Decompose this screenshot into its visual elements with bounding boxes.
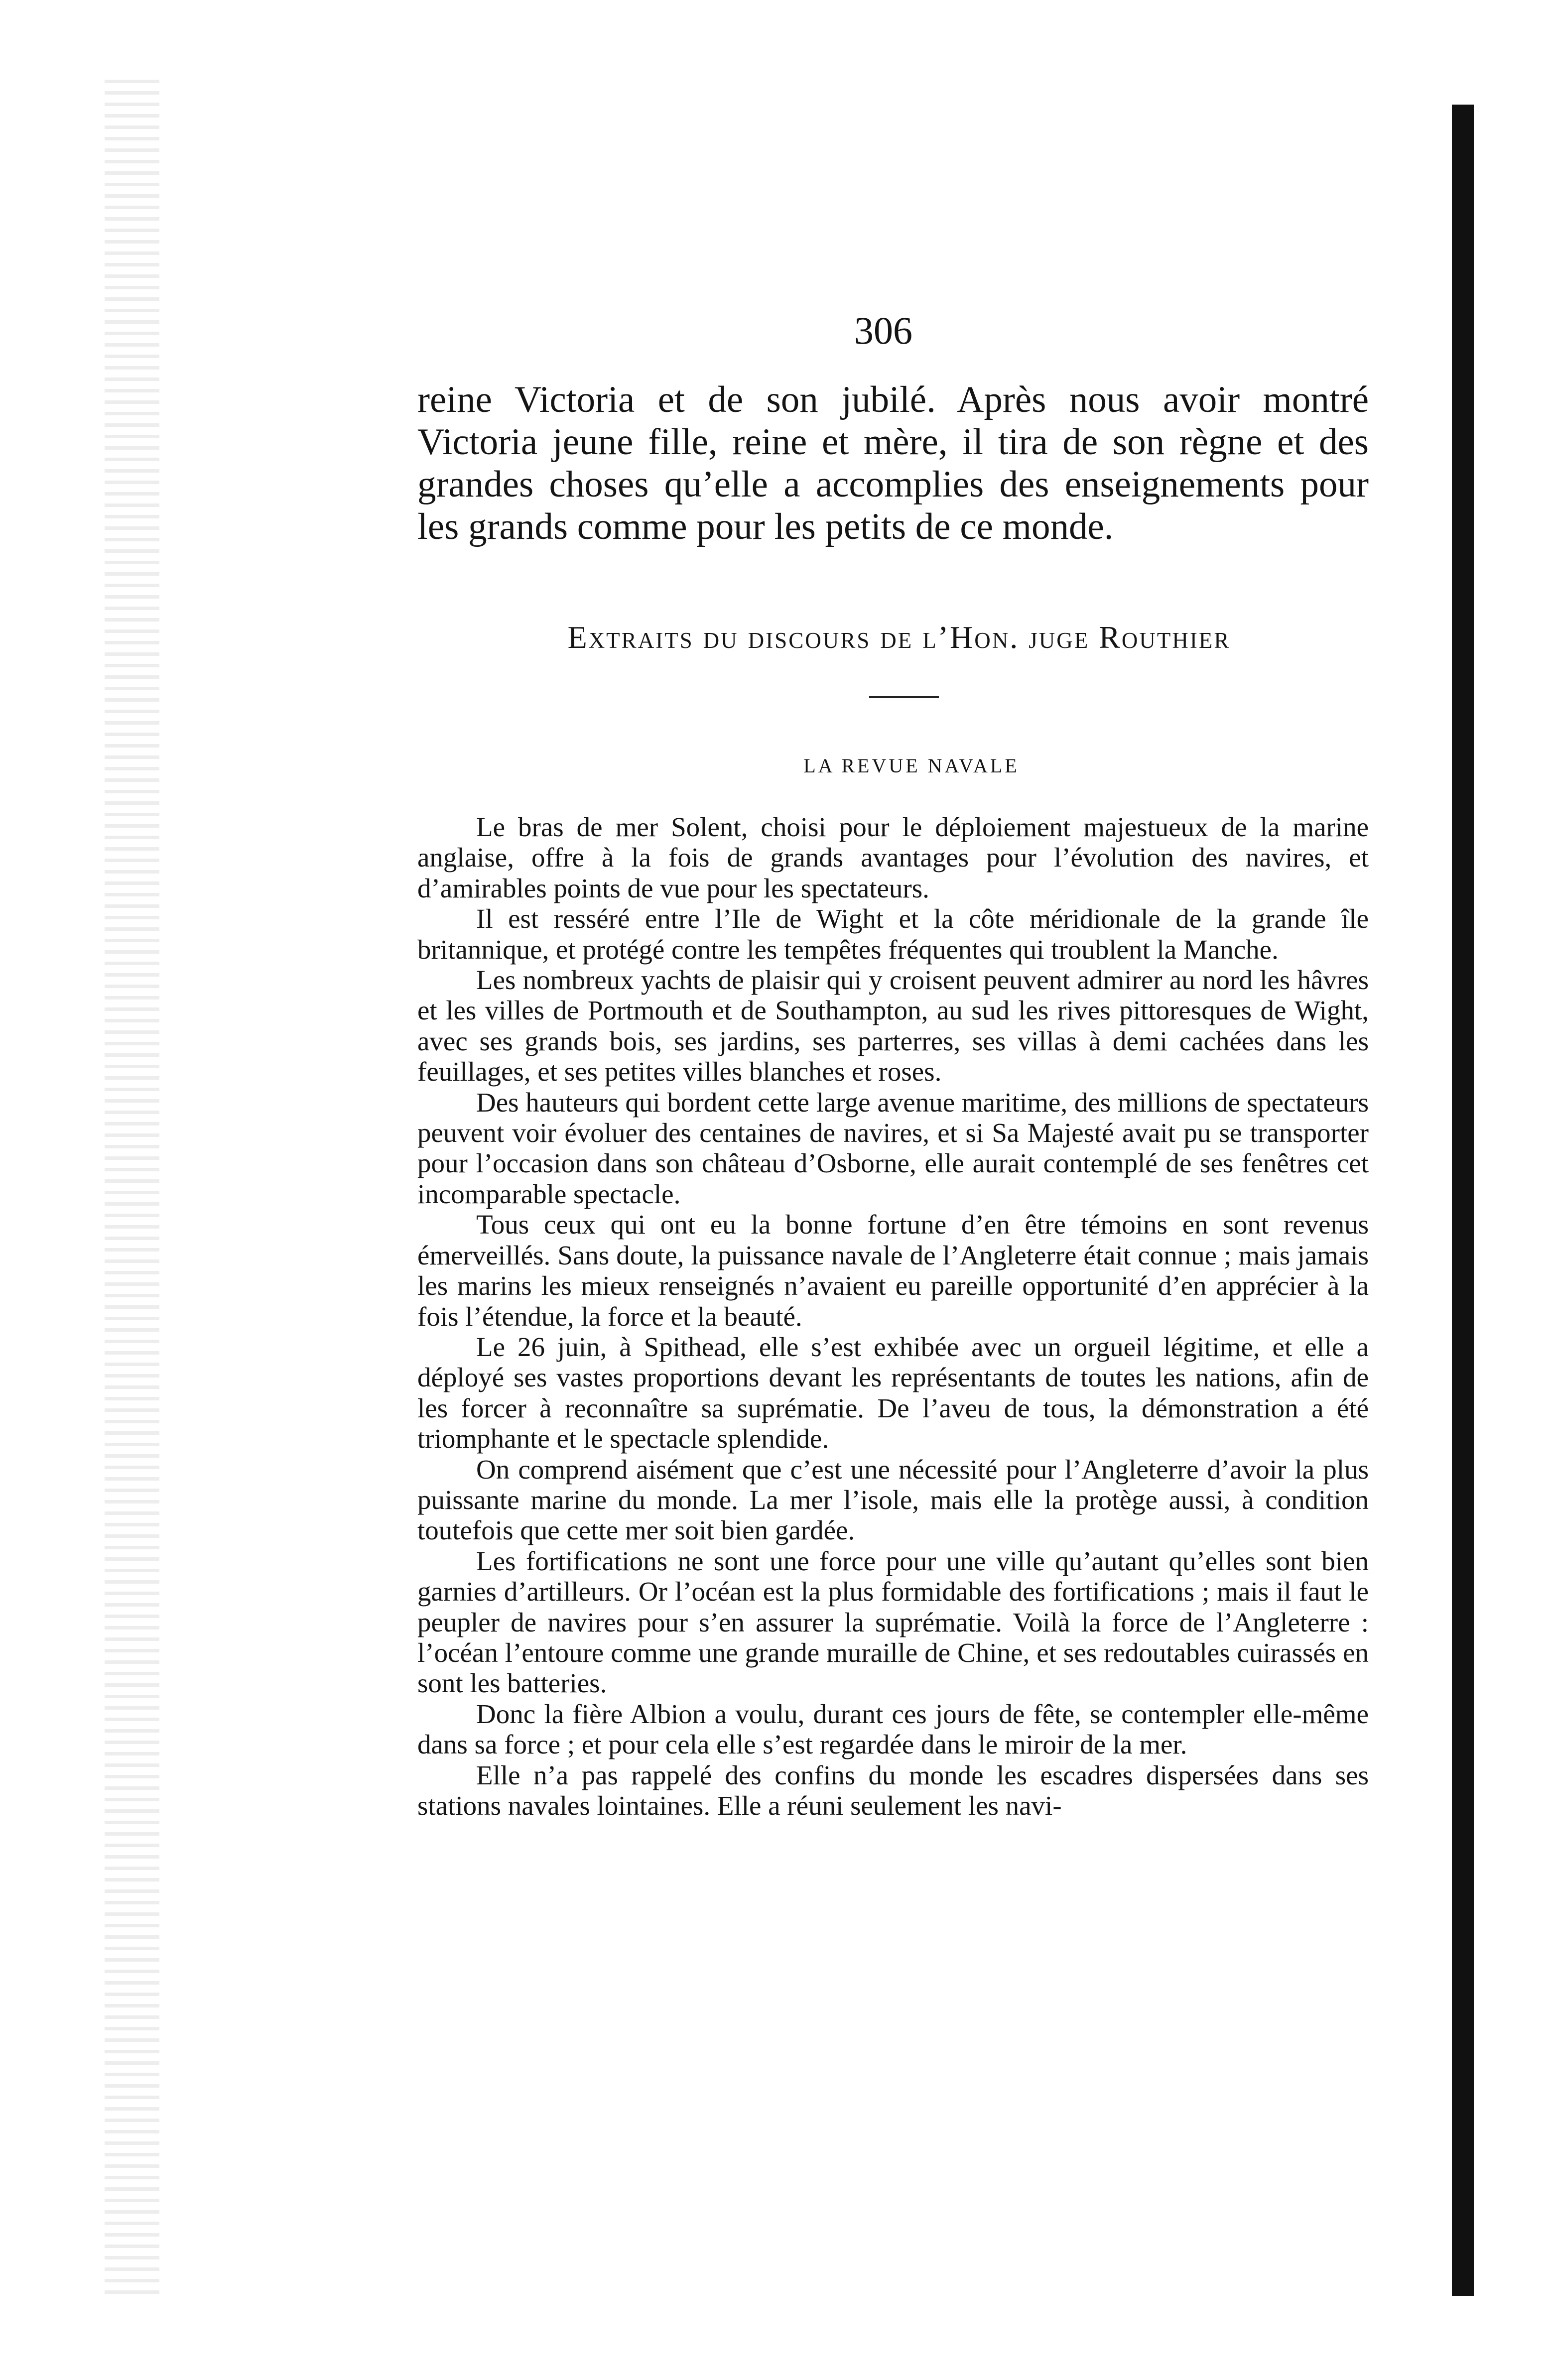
body-paragraph: Les nombreux yachts de plaisir qui y croisent peuvent admirer au nord les hâvres et les villes de Portmouth et de Southampton, au sud les rives pittoresques de Wight, avec ses grands bois, ses jardins, ses parterres, ses villas à demi cachées dans les feuillages, et ses petites villes blanches et roses. [417,965,1369,1087]
opening-line: Victoria jeune fille, reine et mère, il tira de son règne et des [417,421,1369,463]
section-subheading: LA REVUE NAVALE [803,754,1020,777]
body-paragraph: Elle n’a pas rappelé des confins du monde les escadres dispersées dans ses stations navales lointaines. Elle a réuni seulement les navi- [417,1759,1369,1821]
body-paragraph: Le bras de mer Solent, choisi pour le déploiement majestueux de la marine anglaise, offre à la fois de grands avantages pour l’évolution des navires, et d’amirables points de vue pour les spectateurs. [417,812,1369,903]
body-paragraph: On comprend aisément que c’est une nécessité pour l’Angleterre d’avoir la plus puissante marine du monde. La mer l’isole, mais elle la protège aussi, à condition toutefois que cette mer soit bien gardée. [417,1454,1369,1546]
article-body [417,812,1369,1821]
body-paragraph: Le 26 juin, à Spithead, elle s’est exhibée avec un orgueil légitime, et elle a déployé ses vastes proportions devant les représentants de toutes les nations, afin de les forcer à reconnaître sa suprématie. De l’aveu de tous, la démonstration a été triomphante et le spectacle splendide. [417,1331,1369,1454]
opening-paragraph [417,378,1369,548]
scan-edge-right [1452,105,1474,2296]
opening-line: reine Victoria et de son jubilé. Après nous avoir montré [417,379,1369,420]
section-heading: Extraits du discours de l’Hon. juge Routhier [567,620,1231,655]
opening-line: les grands comme pour les petits de ce monde. [417,506,1114,547]
opening-line: grandes choses qu’elle a accomplies des enseignements pour [417,464,1369,505]
body-paragraph: Les fortifications ne sont une force pour une ville qu’autant qu’elles sont bien garnies d’artilleurs. Or l’océan est la plus formidable des fortifications ; mais il faut le peupler de navires pour s’en assurer la suprématie. Voilà la force de l’Angleterre : l’océan l’entoure comme une grande muraille de Chine, et ses redoutables cuirassés en sont les batteries. [417,1545,1369,1699]
body-paragraph: Il est resséré entre l’Ile de Wight et la côte méridionale de la grande île britannique, et protégé contre les tempêtes fréquentes qui troublent la Manche. [417,903,1369,965]
scan-edge-left [105,80,159,2296]
section-divider [869,696,939,698]
body-paragraph: Des hauteurs qui bordent cette large avenue maritime, des millions de spectateurs peuvent voir évoluer des centaines de navires, et si Sa Majesté avait pu se transporter pour l’occasion dans son château d’Osborne, elle aurait contemplé de ses fenêtres cet incomparable spectacle. [417,1087,1369,1209]
page-number: 306 [854,309,912,352]
body-paragraph: Donc la fière Albion a voulu, durant ces jours de fête, se contempler elle-même dans sa force ; et pour cela elle s’est regardée dans le miroir de la mer. [417,1698,1369,1760]
body-paragraph: Tous ceux qui ont eu la bonne fortune d’en être témoins en sont revenus émerveillés. Sans doute, la puissance navale de l’Angleterre était connue ; mais jamais les marins les mieux renseignés n’avaient eu pareille opportunité d’en apprécier à la fois l’étendue, la force et la beauté. [417,1209,1369,1332]
